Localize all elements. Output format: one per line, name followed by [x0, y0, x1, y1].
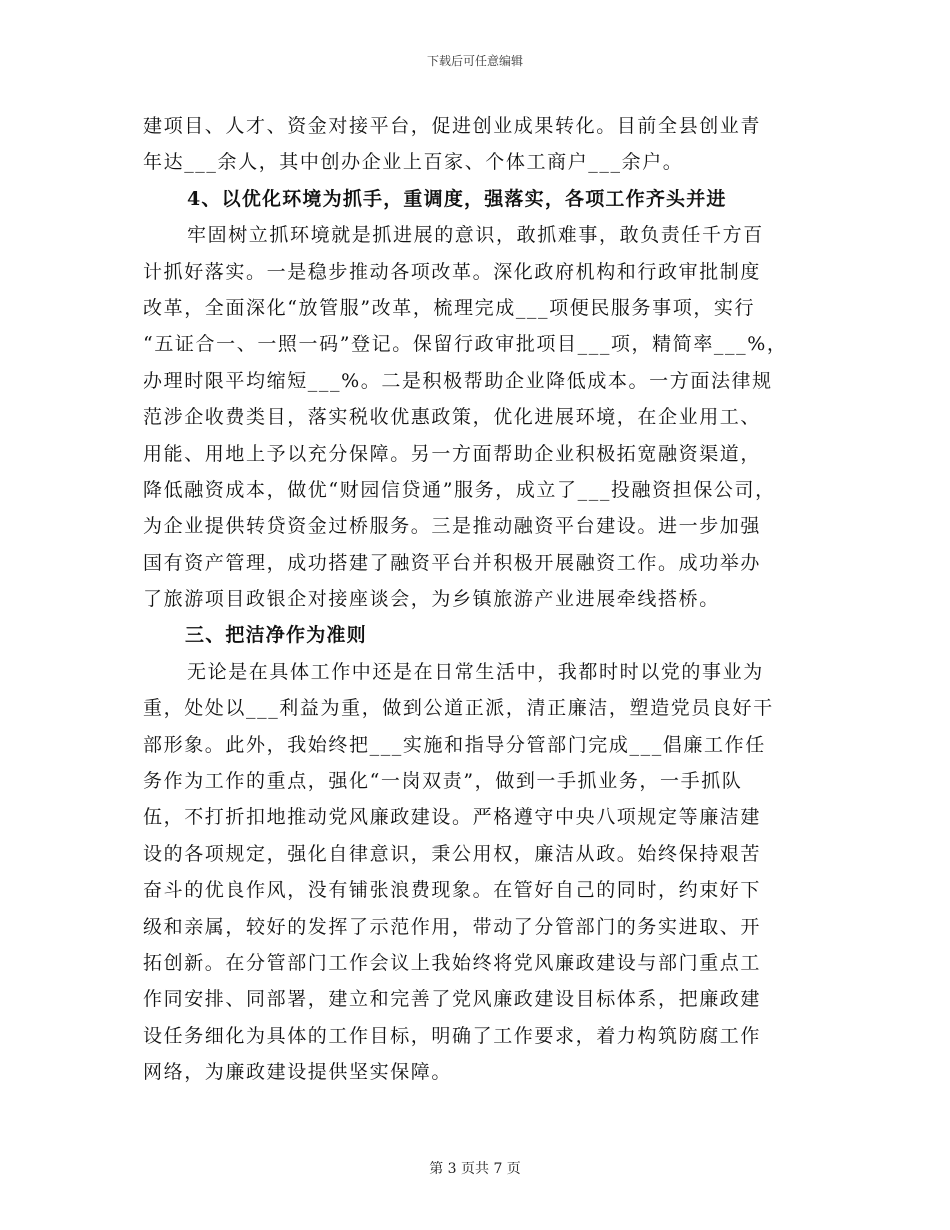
body-line: 年达___余人，其中创办企业上百家、个体工商户___余户。	[143, 151, 684, 174]
body-line: 国有资产管理，成功搭建了融资平台并积极开展融资工作。成功举办	[143, 551, 762, 574]
body-line: 计抓好落实。一是稳步推动各项改革。深化政府机构和行政审批制度	[143, 260, 762, 283]
page-header: 下载后可任意编辑	[426, 54, 523, 68]
body-line: 范涉企收费类目，落实税收优惠政策，优化进展环境，在企业用工、	[143, 406, 762, 429]
section-heading: 三、把洁净作为准则	[185, 624, 367, 647]
body-line: 拓创新。在分管部门工作会议上我始终将党风廉政建设与部门重点工	[143, 951, 762, 974]
body-line: 务作为工作的重点，强化“一岗双责”，做到一手抓业务，一手抓队	[143, 770, 743, 793]
body-line: 办理时限平均缩短___%。二是积极帮助企业降低成本。一方面法律规	[143, 369, 773, 392]
body-line: 为企业提供转贷资金过桥服务。三是推动融资平台建设。进一步加强	[143, 515, 762, 538]
body-line: 级和亲属，较好的发挥了示范作用，带动了分管部门的务实进取、开	[143, 915, 762, 938]
body-line: 降低融资成本，做优“财园信贷通”服务，成立了___投融资担保公司，	[143, 478, 776, 501]
body-line: 设任务细化为具体的工作目标，明确了工作要求，着力构筑防腐工作	[143, 1024, 762, 1047]
body-line: 伍，不打折扣地推动党风廉政建设。严格遵守中央八项规定等廉洁建	[143, 806, 762, 829]
body-line: 建项目、人才、资金对接平台，促进创业成果转化。目前全县创业青	[143, 115, 762, 137]
body-line: 改革，全面深化“放管服”改革，梳理完成___项便民服务事项，实行	[143, 296, 756, 319]
body-line: 牢固树立抓环境就是抓进展的意识，敢抓难事，敢负责任千方百	[187, 224, 764, 247]
body-line: 设的各项规定，强化自律意识，秉公用权，廉洁从政。始终保持艰苦	[143, 842, 762, 865]
page-number: 第 3 页共 7 页	[429, 1161, 521, 1177]
body-line: 重，处处以___利益为重，做到公道正派，清正廉洁，塑造党员良好干	[143, 697, 774, 720]
body-line: 网络，为廉政建设提供坚实保障。	[143, 1061, 453, 1084]
body-line: 奋斗的优良作风，没有铺张浪费现象。在管好自己的同时，约束好下	[143, 879, 762, 902]
section-heading: 4、以优化环境为抓手，重调度，强落实，各项工作齐头并进	[187, 187, 727, 210]
body-line: 部形象。此外，我始终把___实施和指导分管部门完成___倡廉工作任	[143, 733, 766, 756]
body-line: 了旅游项目政银企对接座谈会，为乡镇旅游产业进展牵线搭桥。	[143, 588, 720, 611]
document-body	[143, 108, 815, 1091]
body-line: 无论是在具体工作中还是在日常生活中，我都时时以党的事业为	[187, 660, 764, 683]
body-line: 作同安排、同部署，建立和完善了党风廉政建设目标体系，把廉政建	[143, 988, 762, 1011]
body-line: “五证合一、一照一码”登记。保留行政审批项目___项，精简率___%，	[143, 333, 788, 356]
body-line: 用能、用地上予以充分保障。另一方面帮助企业积极拓宽融资渠道，	[143, 442, 762, 465]
